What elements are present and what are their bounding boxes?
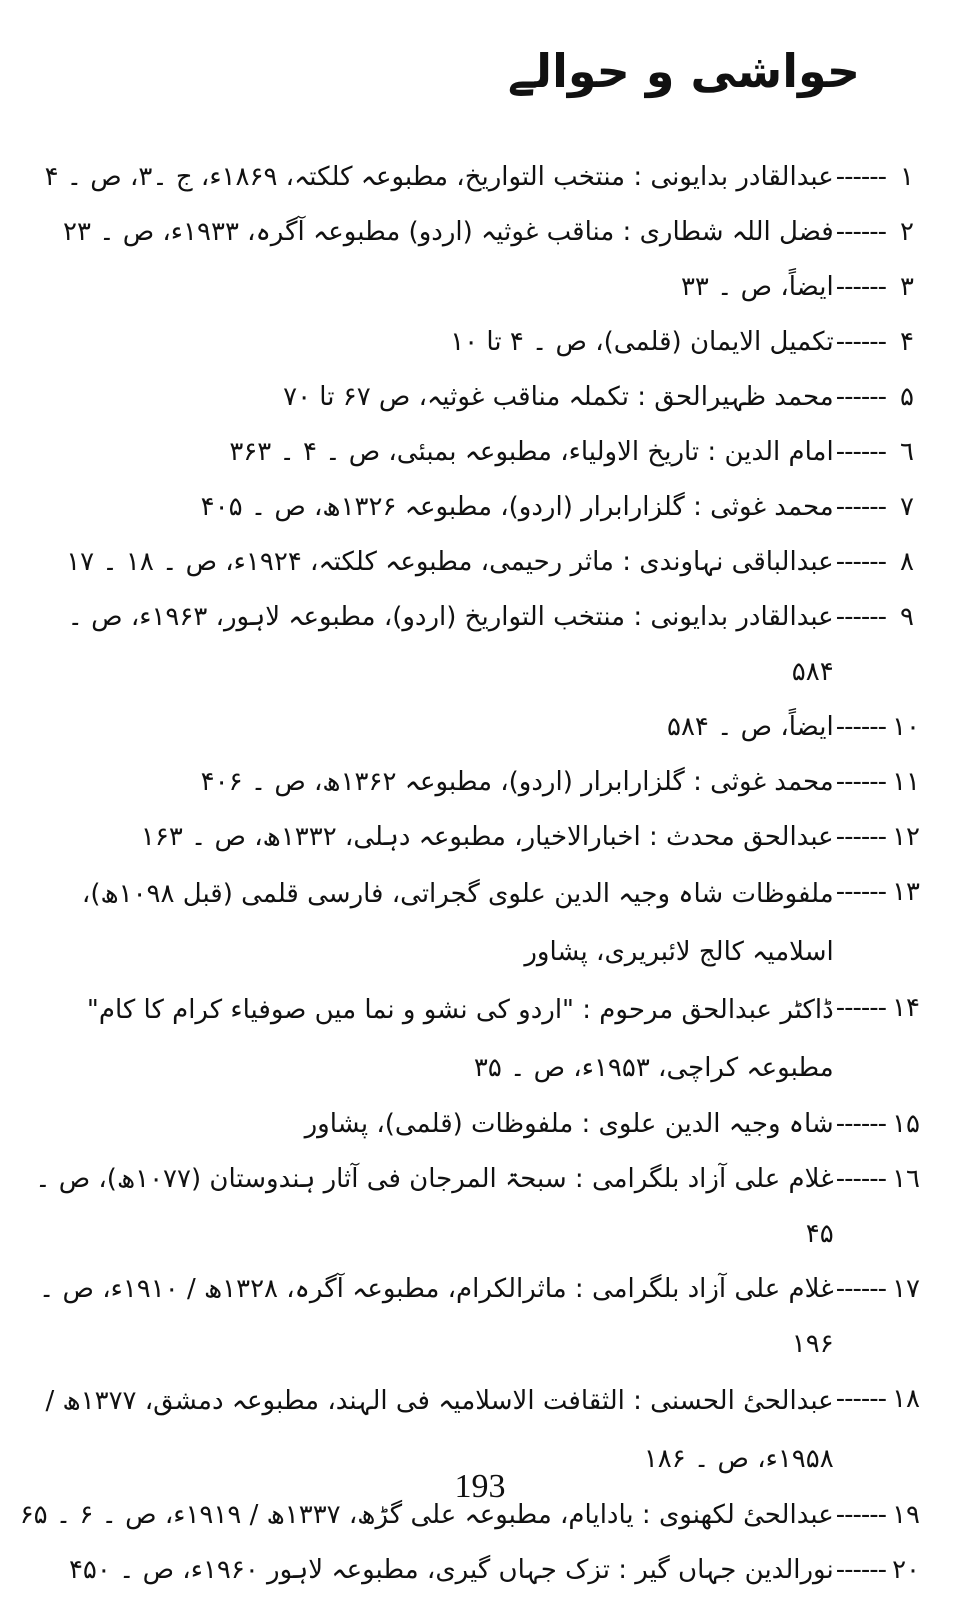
footnote-item: [18, 1152, 920, 1262]
footnote-number: ٢: [900, 217, 914, 247]
footnote-number: ١٦: [892, 1164, 920, 1194]
footnote-dash: ------: [835, 437, 886, 467]
footnote-text: نورالدین جہاں گیر : تزک جہاں گیری، مطبوعہ لاہور ۱۹۶۰ء، ص ۔ ۴۵۰: [68, 1555, 834, 1585]
page-number: 193: [454, 1468, 506, 1505]
footnote-dash: ------: [835, 382, 886, 412]
footnote-item: [18, 1262, 920, 1372]
footnote-dash: ------: [835, 1500, 886, 1530]
footnote-dash: ------: [835, 217, 886, 247]
footnote-text: عبدالحیٔ الحسنی : الثقافت الاسلامیہ فی الہند، مطبوعہ دمشق، ۱۳۷۷ھ / ۱۹۵۸ء، ص ۔ ۱۸۶: [45, 1386, 834, 1474]
footnote-text: عبدالقادر بدایونی : منتخب التواریخ، مطبوعہ کلکتہ، ۱۸۶۹ء، ج ۔۳، ص ۔ ۴: [44, 162, 834, 192]
footnote-number: ۵: [900, 382, 914, 412]
footnote-dash: ------: [835, 993, 886, 1023]
footnote-text: عبدالحیٔ لکھنوی : یادایام، مطبوعہ علی گڑھ، ۱۳۳۷ھ / ۱۹۱۹ء، ص ۔ ۶ ۔ ۶۵: [19, 1500, 834, 1530]
footnote-dash: ------: [835, 822, 886, 852]
footnote-number: ١٩: [892, 1500, 920, 1530]
footnote-number: ١۵: [892, 1109, 920, 1139]
footnote-item: [18, 865, 920, 981]
footnote-number: ١٨: [892, 1384, 920, 1414]
footnote-dash: ------: [835, 1164, 886, 1194]
footnote-text: غلام علی آزاد بلگرامی : ماثرالکرام، مطبوعہ آگرہ، ۱۳۲۸ھ / ۱۹۱۰ء، ص ۔ ۱۹۶: [39, 1274, 834, 1359]
footnote-text: محمد غوثی : گلزارابرار (اردو)، مطبوعہ ۱۳۲۶ھ، ص ۔ ۴۰۵: [200, 492, 834, 522]
footnote-number: ٣: [900, 272, 914, 302]
footnote-item: [18, 981, 920, 1097]
footnote-item: [18, 810, 920, 865]
footnote-item: [18, 700, 920, 755]
footnote-text: ایضاً، ص ۔ ۵۸۴: [667, 712, 834, 742]
footnote-number: ٩: [900, 602, 914, 632]
footnote-dash: ------: [835, 1384, 886, 1414]
footnote-number: ١٠: [892, 712, 920, 742]
footnote-item: [18, 1097, 920, 1152]
footnote-dash: ------: [835, 712, 886, 742]
footnote-item: [18, 535, 920, 590]
footnote-dash: ------: [835, 547, 886, 577]
footnote-text: عبدالباقی نہاوندی : ماثر رحیمی، مطبوعہ کلکتہ، ۱۹۲۴ء، ص ۔ ۱۸ ۔ ۱۷: [66, 547, 834, 577]
footnote-item: [18, 370, 920, 425]
footnote-dash: ------: [835, 877, 886, 907]
footnote-item: [18, 480, 920, 535]
footnote-text: محمد غوثی : گلزارابرار (اردو)، مطبوعہ ۱۳۶۲ھ، ص ۔ ۴۰۶: [200, 767, 834, 797]
footnote-text: غلام علی آزاد بلگرامی : سبحۃ المرجان فی آثار ہندوستان (۱۰۷۷ھ)، ص ۔ ۴۵: [35, 1164, 834, 1249]
footnote-item: [18, 150, 920, 205]
footnote-number: ١۴: [892, 993, 920, 1023]
footnote-item: [18, 205, 920, 260]
footnote-text: محمد ظہیرالحق : تکملہ مناقب غوثیہ، ص ۶۷ تا ۷۰: [283, 382, 834, 412]
footnote-dash: ------: [835, 602, 886, 632]
footnote-dash: ------: [835, 1555, 886, 1585]
footnote-number: ٨: [900, 547, 914, 577]
footnote-text: عبدالقادر بدایونی : منتخب التواریخ (اردو)، مطبوعہ لاہور، ۱۹۶۳ء، ص ۔ ۵۸۴: [67, 602, 834, 687]
footnote-number: ١: [900, 162, 914, 192]
footnote-item: [18, 590, 920, 700]
footnote-dash: ------: [835, 327, 886, 357]
footnote-dash: ------: [835, 162, 886, 192]
footnote-number: ۴: [900, 327, 914, 357]
footnote-item: [18, 755, 920, 810]
footnote-text: ایضاً، ص ۔ ۳۳: [680, 272, 834, 302]
footnote-text: شاہ وجیہ الدین علوی : ملفوظات (قلمی)، پشاور: [304, 1109, 834, 1139]
footnote-number: ١۷: [892, 1274, 920, 1304]
footnote-item: [18, 425, 920, 480]
footnote-text: فضل اللہ شطاری : مناقب غوثیہ (اردو) مطبوعہ آگرہ، ۱۹۳۳ء، ص ۔ ۲۳: [63, 217, 834, 247]
footnote-dash: ------: [835, 1109, 886, 1139]
footnote-dash: ------: [835, 492, 886, 522]
footnote-item: [18, 315, 920, 370]
footnote-text: ڈاکٹر عبدالحق مرحوم : "اردو کی نشو و نما میں صوفیاء کرام کا کام" مطبوعہ کراچی، ۱۹۵۳ء، ص ۔ ۳۵: [86, 995, 834, 1083]
footnote-text: عبدالحق محدث : اخبارالاخیار، مطبوعہ دہلی، ۱۳۳۲ھ، ص ۔ ۱۶۳: [140, 822, 834, 852]
footnote-text: ملفوظات شاہ وجیہ الدین علوی گجراتی، فارسی قلمی (قبل ۱۰۹۸ھ)، اسلامیہ کالج لائبریری، پشاور: [81, 879, 834, 967]
footnote-number: ١٣: [892, 877, 920, 907]
footnote-item: [18, 1543, 920, 1598]
footnote-text: امام الدین : تاریخ الاولیاء، مطبوعہ بمبئی، ص ۔ ۴ ۔ ۳۶۳: [229, 437, 834, 467]
footnote-number: ١٢: [892, 822, 920, 852]
footnote-number: ۷: [900, 492, 914, 522]
footnote-dash: ------: [835, 1274, 886, 1304]
page-title: حواشی و حوالے: [507, 44, 860, 98]
footnote-dash: ------: [835, 767, 886, 797]
footnote-number: ١١: [892, 767, 920, 797]
footnote-number: ٢٠: [892, 1555, 920, 1585]
footnote-item: [18, 260, 920, 315]
footnote-number: ٦: [900, 437, 914, 467]
footnote-text: تکمیل الایمان (قلمی)، ص ۔ ۴ تا ۱۰: [450, 327, 834, 357]
footnotes-list: [18, 150, 920, 1598]
footnote-dash: ------: [835, 272, 886, 302]
